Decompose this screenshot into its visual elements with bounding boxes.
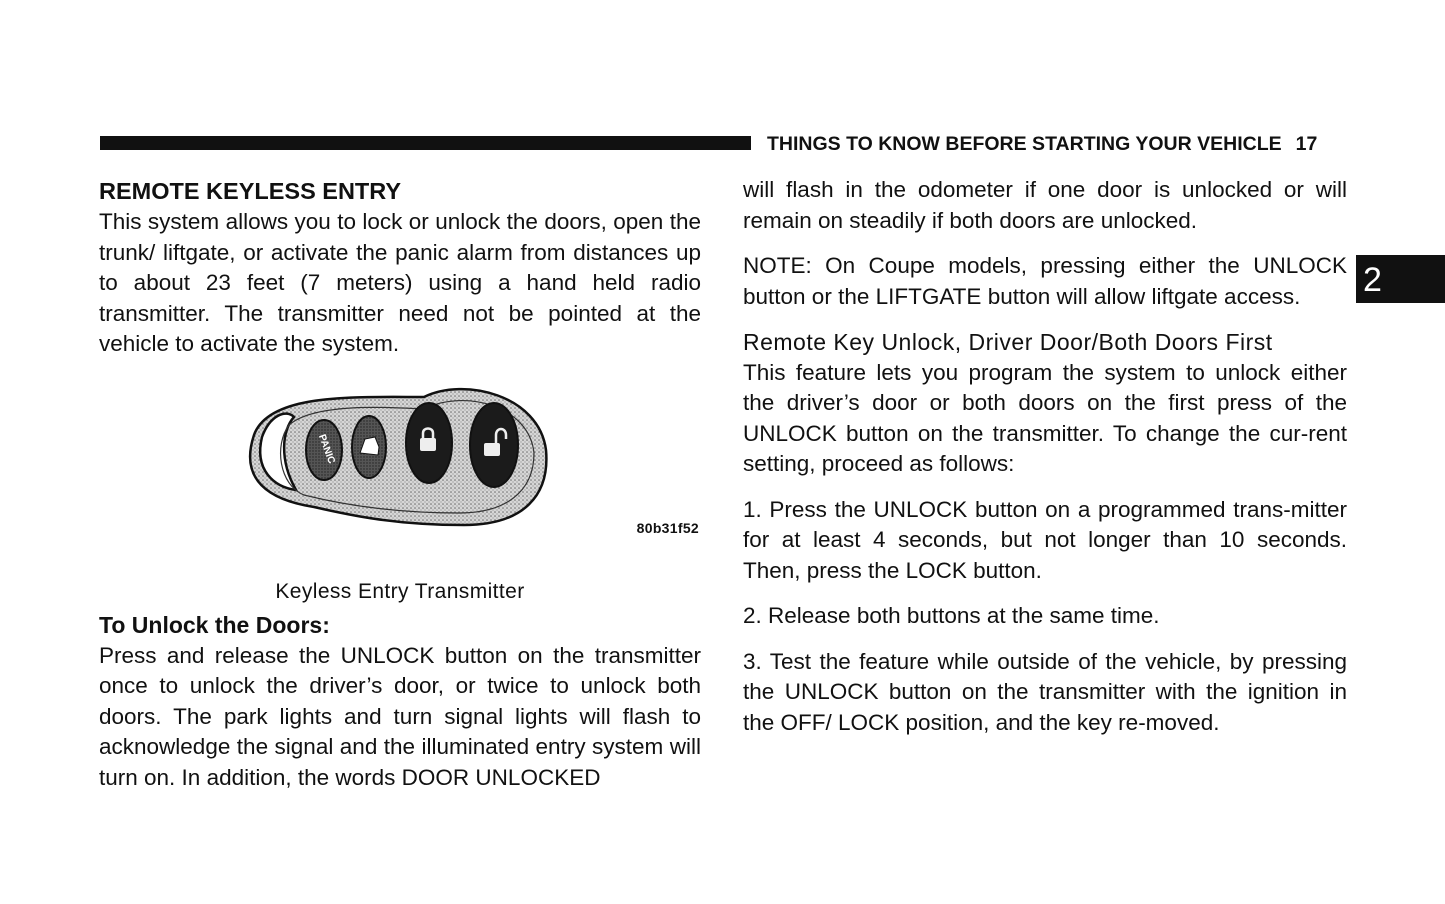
running-title: THINGS TO KNOW BEFORE STARTING YOUR VEHICLE bbox=[767, 133, 1282, 155]
header-rule bbox=[100, 136, 751, 150]
intro-paragraph: This system allows you to lock or unlock the doors, open the trunk/ liftgate, or activate the panic alarm from distances up to about 23 feet (7 meters) using a hand held radio transmitter. The transmitter need not be pointed at the vehicle to activate the system. bbox=[99, 209, 701, 356]
figure-caption: Keyless Entry Transmitter bbox=[275, 579, 525, 603]
panic-label: PANIC bbox=[315, 432, 337, 465]
continuation-paragraph: will flash in the odometer if one door is unlocked or will remain on steadily if both doors are unlocked. bbox=[743, 177, 1347, 233]
right-column bbox=[743, 175, 1347, 738]
left-column bbox=[99, 175, 701, 793]
lock-icon bbox=[406, 403, 452, 483]
step-1: 1. Press the UNLOCK button on a programmed trans-mitter for at least 4 seconds, but not longer than 10 seconds. Then, press the LOCK button. bbox=[743, 496, 1347, 583]
figure-code: 80b31f52 bbox=[636, 519, 699, 536]
trunk-icon bbox=[352, 416, 386, 478]
step-2: 2. Release both buttons at the same time. bbox=[743, 603, 1160, 628]
unlock-paragraph: Press and release the UNLOCK button on the transmitter once to unlock the driver’s door, or twice to unlock both doors. The park lights and turn signal lights will flash to acknowledge the signal and the illuminated entry system will turn on. In addition, the words DOOR UNLOCKED bbox=[99, 642, 701, 790]
transmitter-figure bbox=[99, 375, 701, 578]
key-fob-illustration bbox=[234, 375, 554, 535]
unlock-icon bbox=[470, 403, 518, 487]
feature-paragraph: This feature lets you program the system to unlock either the driver’s door or both doors on the first press of the UNLOCK button on the transmitter. To change the cur-rent setting, proceed as follows: bbox=[743, 359, 1347, 476]
step-3: 3. Test the feature while outside of the vehicle, by pressing the UNLOCK button on the transmitter with the ignition in the OFF/ LOCK position, and the key re-moved. bbox=[743, 648, 1347, 735]
section-heading: REMOTE KEYLESS ENTRY bbox=[99, 178, 402, 204]
unlock-subheading: To Unlock the Doors: bbox=[99, 611, 330, 638]
feature-subheading: Remote Key Unlock, Driver Door/Both Doors First bbox=[743, 329, 1273, 355]
running-header bbox=[767, 131, 1347, 157]
note-paragraph: NOTE: On Coupe models, pressing either the UNLOCK button or the LIFTGATE button will allow liftgate access. bbox=[743, 253, 1347, 309]
page-number: 17 bbox=[1295, 133, 1318, 155]
section-tab: 2 bbox=[1356, 255, 1445, 303]
panic-button bbox=[306, 420, 342, 480]
